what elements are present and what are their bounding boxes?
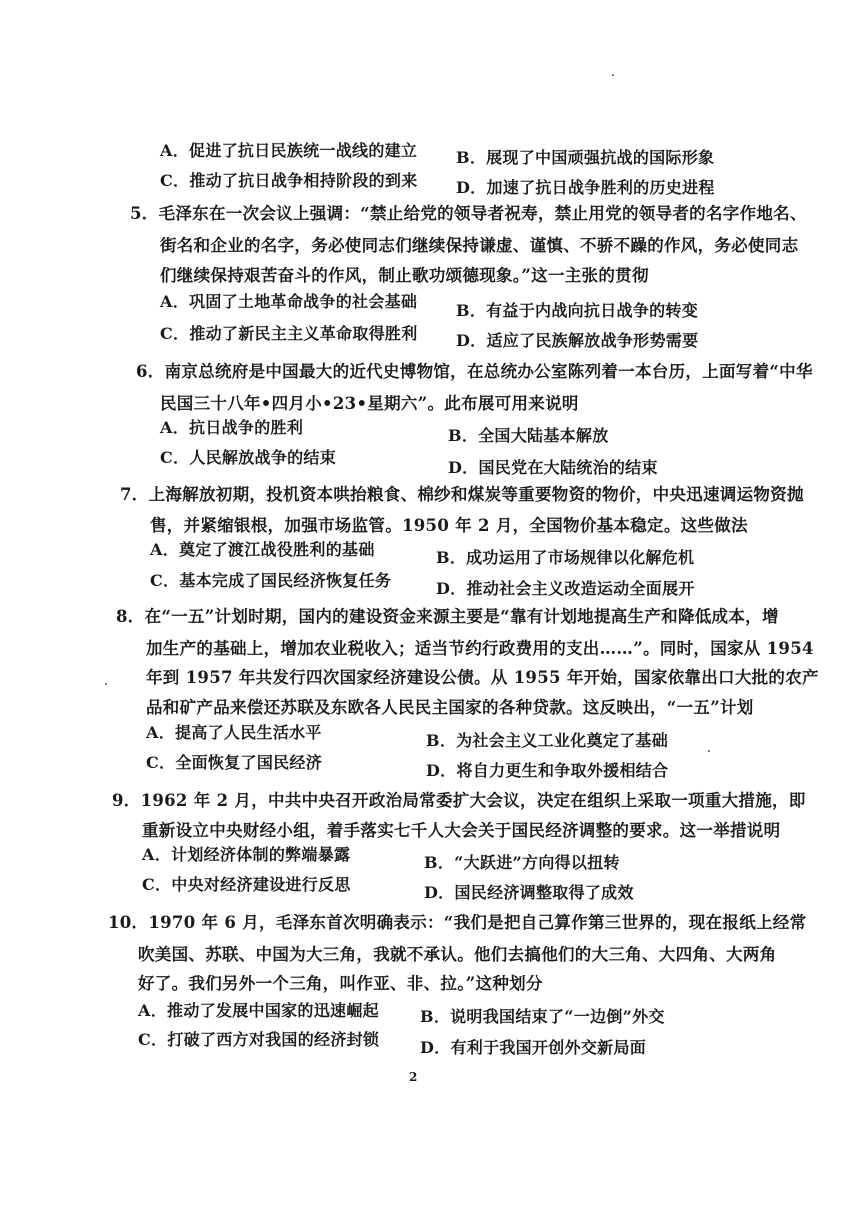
scan-speck <box>612 74 614 76</box>
q7-option-d: D．推动社会主义改造运动全面展开 <box>436 579 695 598</box>
q4-option-d: D．加速了抗日战争胜利的历史进程 <box>456 178 715 197</box>
q7-option-b: B．成功运用了市场规律以化解危机 <box>436 548 695 567</box>
q9-option-a: A．计划经济体制的弊端暴露 <box>142 845 351 864</box>
q5-stem-line-3: 们继续保持艰苦奋斗的作风，制止歌功颂德现象。”这一主张的贯彻 <box>160 266 649 285</box>
q5-option-b: B．有益于内战向抗日战争的转变 <box>456 301 699 320</box>
q5-option-d: D．适应了民族解放战争形势需要 <box>456 331 699 350</box>
q5-stem-line-2: 街名和企业的名字，务必使同志们继续保持谦虚、谨慎、不骄不躁的作风，务必使同志 <box>160 236 799 255</box>
q9-option-d: D．国民经济调整取得了成效 <box>424 883 634 902</box>
q10-stem-line-1: 10．1970 年 6 月，毛泽东首次明确表示：“我们是把自己算作第三世界的，现在报纸上经常 <box>108 913 807 932</box>
page-number: 2 <box>409 1070 418 1084</box>
q6-option-b: B．全国大陆基本解放 <box>448 426 609 445</box>
q9-stem-line-1: 9．1962 年 2 月，中共中央召开政治局常委扩大会议，决定在组织上采取一项重大措施，即 <box>112 791 806 810</box>
q8-stem-line-1: 8．在“一五”计划时期，国内的建设资金来源主要是“靠有计划地提高生产和降低成本，增 <box>116 607 779 626</box>
q4-option-a: A．促进了抗日民族统一战线的建立 <box>160 141 418 160</box>
q8-option-a: A．提高了人民生活水平 <box>146 723 322 742</box>
q7-option-a: A．奠定了渡江战役胜利的基础 <box>150 540 375 559</box>
q10-option-b: B．说明我国结束了“一边倒”外交 <box>420 1007 665 1026</box>
q4-option-b: B．展现了中国顽强抗战的国际形象 <box>456 148 715 167</box>
q10-stem-line-2: 吹美国、苏联、中国为大三角，我就不承认。他们去搞他们的大三角、大四角、大两角 <box>138 945 777 964</box>
q9-stem-line-2: 重新设立中央财经小组，着手落实七千人大会关于国民经济调整的要求。这一举措说明 <box>142 821 781 840</box>
q8-option-c: C．全面恢复了国民经济 <box>146 753 323 772</box>
q6-stem-line-2: 民国三十八年•四月小•23•星期六”。此布展可用来说明 <box>160 394 579 413</box>
q8-option-b: B．为社会主义工业化奠定了基础 <box>426 731 669 750</box>
q6-stem-line-1: 6．南京总统府是中国最大的近代史博物馆，在总统办公室陈列着一本台历，上面写着“中华 <box>136 362 813 381</box>
q6-option-c: C．人民解放战争的结束 <box>160 448 337 467</box>
q10-stem-line-3: 好了。我们另外一个三角，叫作亚、非、拉。”这种划分 <box>138 974 543 993</box>
q8-stem-line-2: 加生产的基础上，增加农业税收入；适当节约行政费用的支出……”。同时，国家从 1954 <box>146 639 814 658</box>
q10-option-a: A．推动了发展中国家的迅速崛起 <box>138 1001 379 1020</box>
q7-stem-line-1: 7．上海解放初期，投机资本哄抬粮食、棉纱和煤炭等重要物资的物价，中央迅速调运物资抛 <box>120 485 804 504</box>
q8-stem-line-3: 年到 1957 年共发行四次国家经济建设公债。从 1955 年开始，国家依靠出口大批的农产 <box>146 668 819 687</box>
q10-option-c: C．打破了西方对我国的经济封锁 <box>138 1030 380 1049</box>
scan-speck <box>105 683 107 685</box>
q9-option-c: C．中央对经济建设进行反思 <box>142 875 351 894</box>
q8-option-d: D．将自力更生和争取外援相结合 <box>426 761 669 780</box>
q6-option-a: A．抗日战争的胜利 <box>160 418 304 437</box>
q7-option-c: C．基本完成了国民经济恢复任务 <box>150 571 392 590</box>
q6-option-d: D．国民党在大陆统治的结束 <box>448 458 658 477</box>
q9-option-b: B．“大跃进”方向得以扭转 <box>424 853 620 872</box>
q8-stem-line-4: 品和矿产品来偿还苏联及东欧各人民民主国家的各种贷款。这反映出，“一五”计划 <box>146 698 754 717</box>
q10-option-d: D．有利于我国开创外交新局面 <box>420 1038 647 1057</box>
q7-stem-line-2: 售，并紧缩银根，加强市场监管。1950 年 2 月，全国物价基本稳定。这些做法 <box>150 516 748 535</box>
q5-stem-line-1: 5．毛泽东在一次会议上强调：“禁止给党的领导者祝寿，禁止用党的领导者的名字作地名、 <box>130 204 807 223</box>
q5-option-a: A．巩固了土地革命战争的社会基础 <box>160 292 418 311</box>
scan-speck <box>708 750 710 752</box>
q4-option-c: C．推动了抗日战争相持阶段的到来 <box>160 171 418 190</box>
q5-option-c: C．推动了新民主主义革命取得胜利 <box>160 324 418 343</box>
